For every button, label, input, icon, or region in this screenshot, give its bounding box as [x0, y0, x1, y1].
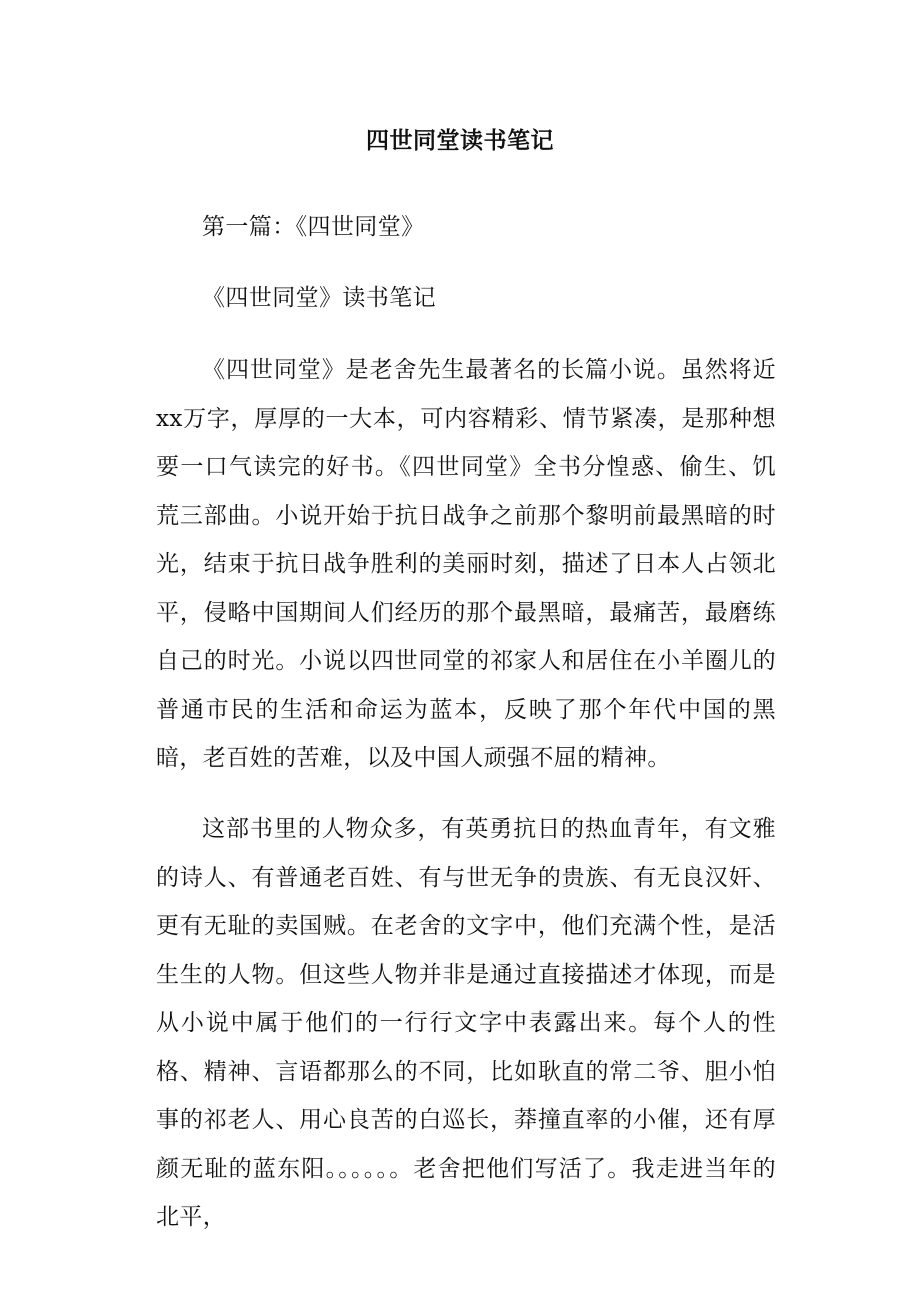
section-heading: 第一篇：《四世同堂》	[202, 214, 425, 240]
sub-heading: 《四世同堂》读书笔记	[202, 285, 436, 311]
body-paragraph: 这部书里的人物众多，有英勇抗日的热血青年，有文雅的诗人、有普通老百姓、有与世无争的贵族、有无良汉奸、更有无耻的卖国贼。在老舍的文字中，他们充满个性，是活生生的人物。但这些人物并非是通过直接描述才体现，而是从小说中属于他们的一行行文字中表露出来。每个人的性格、精神、言语都那么的不同，比如耿直的常二爷、胆小怕事的祁老人、用心良苦的白巡长，莽撞直率的小催，还有厚颜无耻的蓝东阳。。。。。。老舍把他们写活了。我走进当年的北平，	[156, 816, 776, 1230]
body-paragraph: 《四世同堂》是老舍先生最著名的长篇小说。虽然将近xx万字，厚厚的一大本，可内容精彩、情节紧凑，是那种想要一口气读完的好书。《四世同堂》全书分惶惑、偷生、饥荒三部曲。小说开始于抗日战争之前那个黎明前最黑暗的时光，结束于抗日战争胜利的美丽时刻，描述了日本人占领北平，侵略中国期间人们经历的那个最黑暗，最痛苦，最磨练自己的时光。小说以四世同堂的祁家人和居住在小羊圈儿的普通市民的生活和命运为蓝本，反映了那个年代中国的黑暗，老百姓的苦难，以及中国人顽强不屈的精神。	[156, 357, 776, 771]
document-title: 四世同堂读书笔记	[366, 127, 554, 154]
